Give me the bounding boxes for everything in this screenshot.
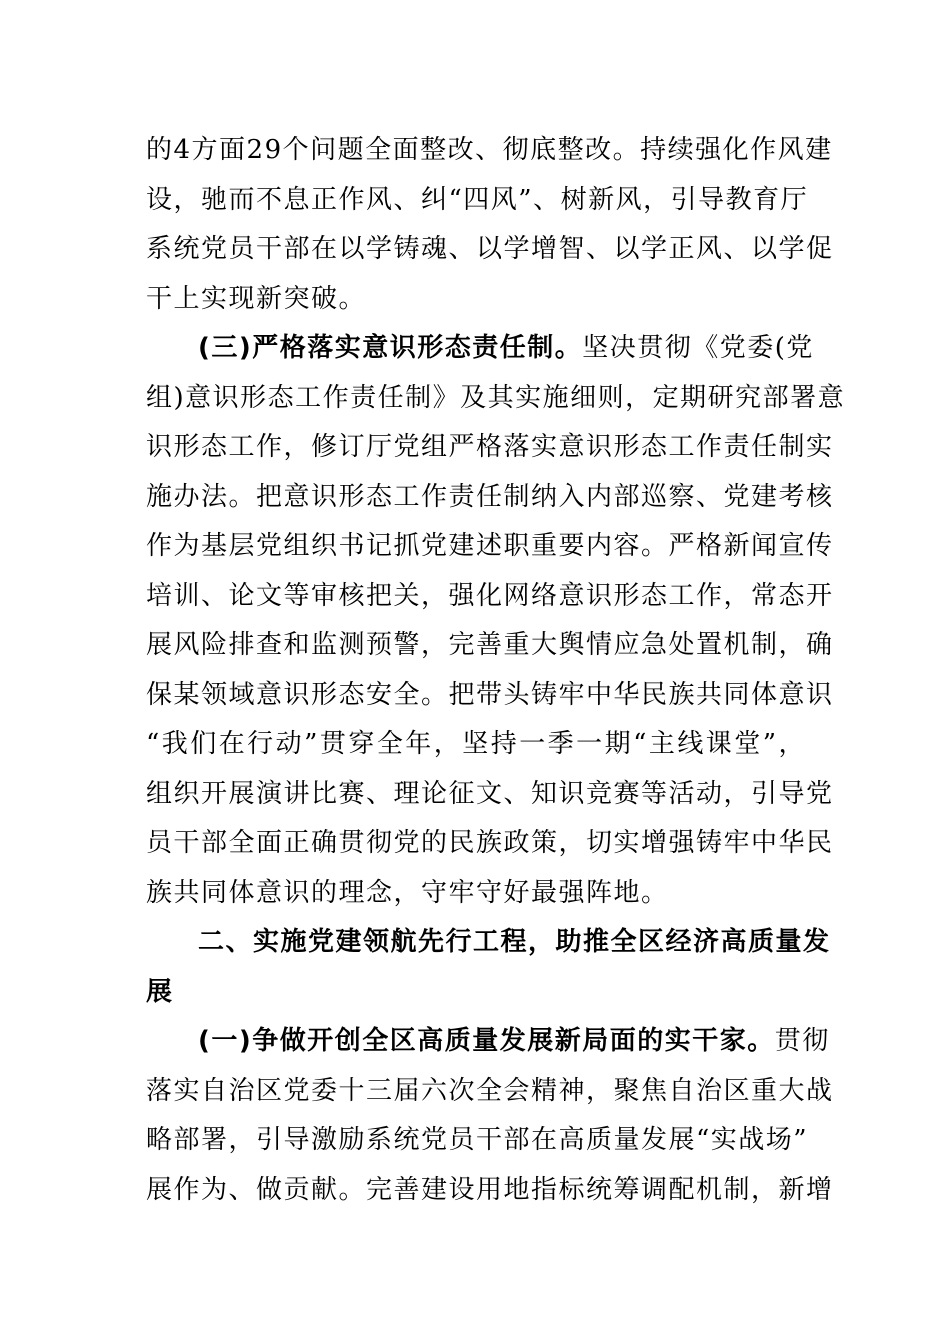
text-line: 作为基层党组织书记抓党建述职重要内容。严格新闻宣传 (146, 531, 834, 561)
text-line: 组)意识形态工作责任制》及其实施细则，定期研究部署意 (146, 382, 846, 413)
text-line: 培训、论文等审核把关，强化网络意识形态工作，常态开 (146, 580, 834, 611)
text-line: 落实自治区党委十三届六次全会精神，聚焦自治区重大战 (146, 1075, 834, 1106)
text-line: 保某领域意识形态安全。把带头铸牢中华民族共同体意识 (146, 679, 834, 710)
text-line: 组织开展演讲比赛、理论征文、知识竞赛等活动，引导党 (146, 778, 834, 809)
document-body (146, 126, 846, 1215)
text-line: 族共同体意识的理念，守牢守好最强阵地。 (146, 877, 669, 908)
text-line (146, 324, 814, 374)
paragraph-section-3 (146, 324, 846, 918)
paragraph-section-2-1 (146, 1017, 834, 1215)
text-line: 展风险排查和监测预警，完善重大舆情应急处置机制，确 (146, 630, 834, 660)
paragraph-continued (146, 126, 834, 324)
text-line: “我们在行动”贯穿全年，坚持一季一期“主线课堂”， (146, 729, 806, 759)
text-run: 贯彻 (774, 1026, 830, 1056)
text-line: 设，驰而不息正作风、纠“四风”、树新风，引导教育厅 (146, 184, 809, 215)
text-line: 系统党员干部在以学铸魂、以学增智、以学正风、以学促 (146, 234, 834, 264)
paragraph-heading: (三)严格落实意识形态责任制。 (198, 333, 583, 363)
paragraph-heading: (一)争做开创全区高质量发展新局面的实干家。 (198, 1026, 775, 1056)
text-line: 略部署，引导激励系统党员干部在高质量发展“实战场” (146, 1125, 809, 1155)
text-line: 展作为、做贡献。完善建设用地指标统筹调配机制，新增 (146, 1174, 834, 1205)
section-heading-line: 展 (146, 976, 174, 1007)
text-line: 识形态工作，修订厅党组严格落实意识形态工作责任制实 (146, 432, 834, 462)
section-heading (146, 918, 831, 1017)
text-line: 员干部全面正确贯彻党的民族政策，切实增强铸牢中华民 (146, 828, 834, 858)
text-line: 干上实现新突破。 (146, 283, 367, 314)
text-run: 坚决贯彻《党委(党 (582, 333, 814, 363)
section-heading-line: 二、实施党建领航先行工程，助推全区经济高质量发 (198, 927, 831, 957)
text-line (146, 1017, 830, 1067)
text-line: 施办法。把意识形态工作责任制纳入内部巡察、党建考核 (146, 481, 834, 512)
text-line: 的4方面29个问题全面整改、彻底整改。持续强化作风建 (146, 135, 833, 165)
